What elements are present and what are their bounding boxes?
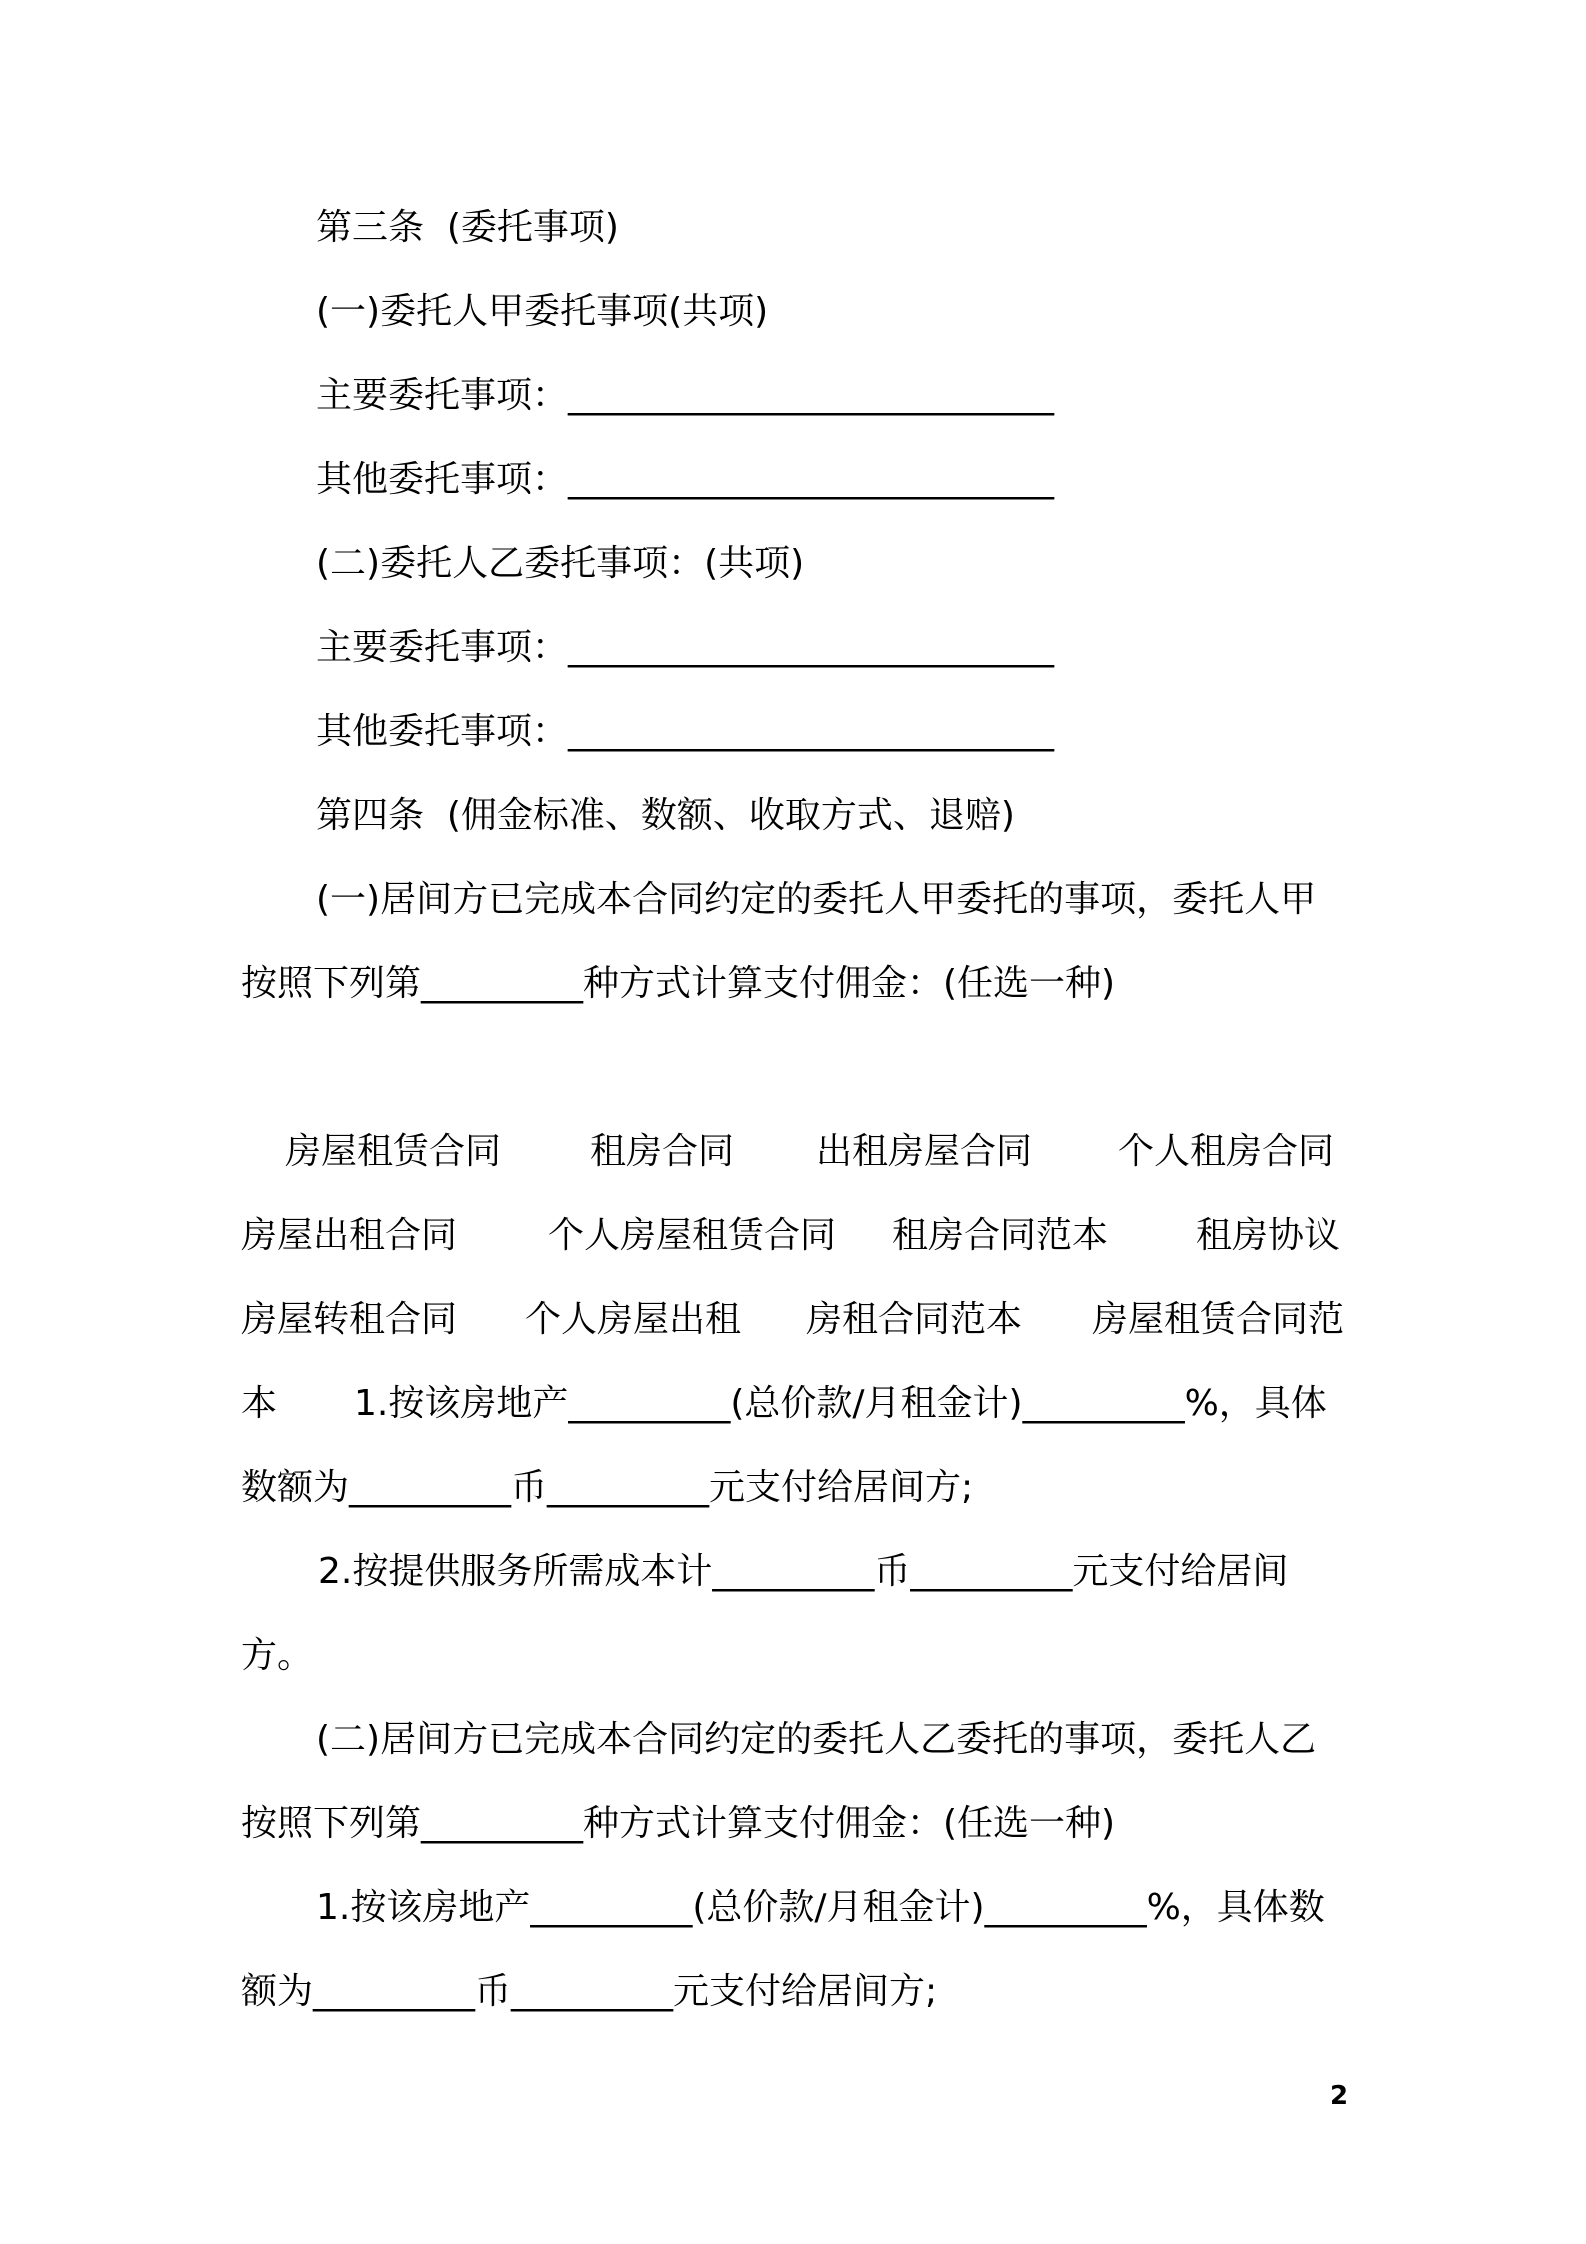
party-a-other-matters: 其他委托事项：___________________________	[316, 459, 1055, 500]
commission-a-option-2-line-1: 2.按提供服务所需成本计_________币_________元支付给居间	[318, 1551, 1289, 1592]
related-link[interactable]: 本	[241, 1383, 278, 1424]
commission-b-option-1-line-1: 1.按该房地产_________(总价款/月租金计)_________%，具体数	[316, 1887, 1325, 1928]
commission-a-paragraph-line-2: 按照下列第_________种方式计算支付佣金：(任选一种)	[241, 963, 1116, 1004]
related-link[interactable]: 房屋租赁合同	[285, 1131, 502, 1172]
article-3-heading: 第三条 (委托事项)	[316, 207, 619, 248]
party-b-matters-heading: (二)委托人乙委托事项：(共项)	[316, 543, 805, 584]
related-link[interactable]: 个人房屋租赁合同	[548, 1215, 837, 1256]
related-link[interactable]: 租房协议	[1196, 1215, 1341, 1256]
commission-b-paragraph-line-2: 按照下列第_________种方式计算支付佣金：(任选一种)	[241, 1803, 1116, 1844]
related-link[interactable]: 出租房屋合同	[816, 1131, 1033, 1172]
commission-b-paragraph-line-1: (二)居间方已完成本合同约定的委托人乙委托的事项，委托人乙	[316, 1719, 1317, 1760]
related-link[interactable]: 租房合同范本	[892, 1215, 1109, 1256]
related-link[interactable]: 房租合同范本	[806, 1299, 1023, 1340]
commission-a-paragraph-line-1: (一)居间方已完成本合同约定的委托人甲委托的事项，委托人甲	[316, 879, 1317, 920]
related-link[interactable]: 个人房屋出租	[525, 1299, 742, 1340]
party-a-main-matters: 主要委托事项：___________________________	[316, 375, 1055, 416]
page-number: 2	[1330, 2081, 1349, 2111]
commission-b-option-1-line-2: 额为_________币_________元支付给居间方;	[241, 1971, 938, 2012]
related-link[interactable]: 房屋租赁合同范	[1092, 1299, 1345, 1340]
party-a-matters-heading: (一)委托人甲委托事项(共项)	[316, 291, 769, 332]
commission-a-option-1-line-2: 数额为_________币_________元支付给居间方;	[241, 1467, 974, 1508]
related-link[interactable]: 租房合同	[590, 1131, 735, 1172]
related-link[interactable]: 房屋转租合同	[241, 1299, 458, 1340]
related-link[interactable]: 房屋出租合同	[241, 1215, 458, 1256]
commission-a-option-1-line-1: 1.按该房地产_________(总价款/月租金计)_________%，具体	[354, 1383, 1327, 1424]
party-b-main-matters: 主要委托事项：___________________________	[316, 627, 1055, 668]
related-link[interactable]: 个人租房合同	[1118, 1131, 1335, 1172]
party-b-other-matters: 其他委托事项：___________________________	[316, 711, 1055, 752]
commission-a-option-2-line-2: 方。	[241, 1635, 314, 1676]
article-4-heading: 第四条 (佣金标准、数额、收取方式、退赔)	[316, 795, 1015, 836]
